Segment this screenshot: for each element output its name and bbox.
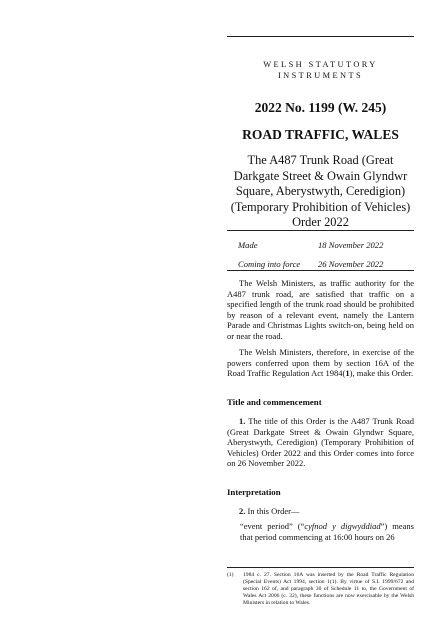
force-label: Coming into force bbox=[238, 259, 301, 269]
made-value: 18 November 2022 bbox=[318, 240, 384, 250]
article-1-number: 1. bbox=[239, 416, 246, 426]
dates-block bbox=[238, 240, 414, 278]
footnote-mark: (1) bbox=[227, 572, 234, 578]
article-1 bbox=[227, 416, 414, 469]
article-2-number: 2. bbox=[239, 506, 246, 516]
order-title: The A487 Trunk Road (Great Darkgate Street & Owain Glyndwr Square, Aberystwyth, Ceredigion) (Temporary Prohibition of Vehicles) Order 2022 bbox=[230, 153, 411, 229]
definition-text-b: ”) means that period commencing at 16:00 hours on 26 bbox=[240, 521, 414, 542]
footnote-reference[interactable]: 1 bbox=[345, 368, 350, 379]
heading-title-commencement: Title and commencement bbox=[227, 397, 322, 407]
made-label: Made bbox=[238, 240, 258, 250]
force-row bbox=[238, 259, 414, 278]
article-1-text: The title of this Order is the A487 Trunk Road (Great Darkgate Street & Owain Glyndwr Square, Aberystwyth, Ceredigion) (Temporary Prohibition of Vehicles) Order 2022 and this Order comes into force on 26 November 2022. bbox=[227, 416, 414, 469]
order-number: 2022 No. 1199 (W. 245) bbox=[254, 100, 387, 115]
definition-welsh-term: cyfnod y digwyddiad bbox=[304, 521, 381, 531]
preamble-paragraph-1: The Welsh Ministers, as traffic authority for the A487 trunk road, are satisfied that traffic on a specified length of the trunk road should be prohibited by reason of a relevant event, namely the Lantern Parade and Christmas Lights switch-on, being held on or near the road. bbox=[227, 278, 414, 341]
series-line-1: WELSH STATUTORY bbox=[263, 60, 378, 69]
preamble-2-text-a: The Welsh Ministers, therefore, in exercise of the powers conferred upon them by section 16A of the Road Traffic Regulation Act 1984( bbox=[227, 347, 414, 379]
series-heading bbox=[227, 59, 414, 81]
title-rule bbox=[227, 230, 414, 231]
definition-event-period bbox=[240, 521, 414, 542]
order-subject: ROAD TRAFFIC, WALES bbox=[242, 127, 399, 142]
made-row bbox=[238, 240, 414, 259]
preamble-paragraph-2 bbox=[227, 347, 414, 379]
footnote-text: 1984 c. 27. Section 16A was inserted by the Road Traffic Regulation (Special Events) Act 1994, section 1(1). By virtue of S.I. 1999/672 and section 162 of, and paragraph 30 of Schedule 11 to, the Government of Wales Act 2006 (c. 32), these functions are now exercisable by the Welsh Ministers in relation to Wales. bbox=[243, 572, 414, 606]
header-rule bbox=[227, 36, 414, 37]
dates-rule bbox=[227, 270, 414, 271]
footnote-rule bbox=[227, 567, 414, 568]
heading-interpretation: Interpretation bbox=[227, 487, 281, 497]
article-2-text: In this Order— bbox=[245, 506, 300, 516]
series-line-2: INSTRUMENTS bbox=[277, 71, 364, 80]
definition-text-a: “event period” (“ bbox=[240, 521, 305, 531]
preamble-2-text-b: ), make this Order. bbox=[349, 368, 414, 379]
article-2 bbox=[227, 506, 414, 517]
force-value: 26 November 2022 bbox=[318, 259, 384, 269]
